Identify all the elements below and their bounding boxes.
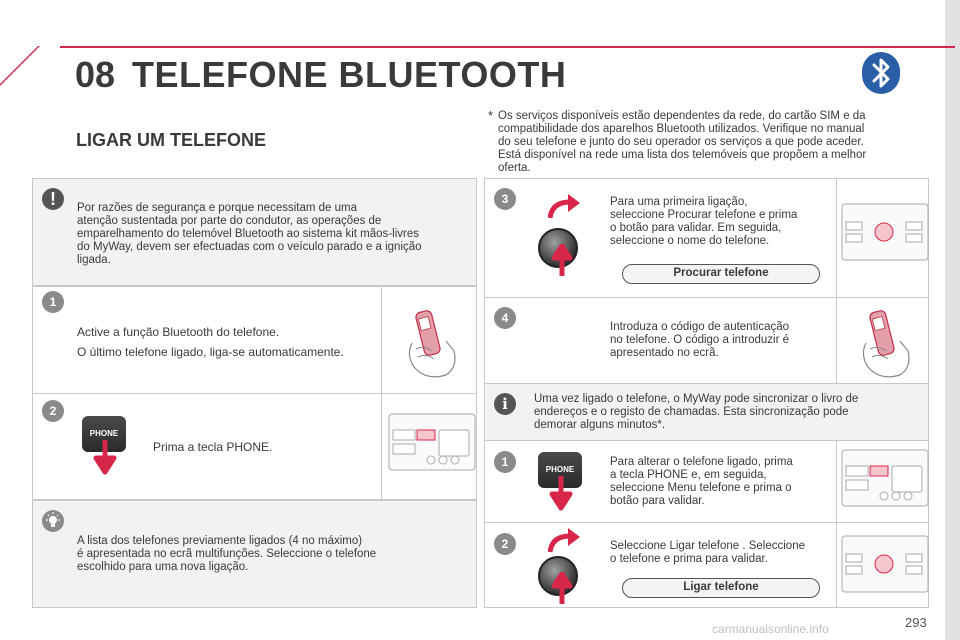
right-sep-3 <box>484 522 929 523</box>
footnote-text: Os serviços disponíveis estão dependentes da rede, do cartão SIM e da compatibilidade dos aparelhos Bluetooth utilizados. Verifique no manual do seu telefone e junto do seu operador os serviços a que pode aceder. Está disponível na rede uma lista dos telemóveis que propõem a melhor oferta. <box>498 110 867 174</box>
radio-unit-icon <box>840 446 932 516</box>
step-b1-text: Para alterar o telefone ligado, prima a tecla PHONE e, em seguida, seleccione Menu telefone e prima o botão para validar. <box>610 456 793 507</box>
page-title: TELEFONE BLUETOOTH <box>132 54 567 95</box>
chapter-number: 08 <box>75 54 116 95</box>
step-b2-badge: 2 <box>494 533 516 555</box>
mobile-phone-icon <box>856 305 916 385</box>
arrow-down-icon <box>548 476 574 512</box>
radio-unit-icon <box>840 532 932 602</box>
left-steps-separator <box>32 393 477 394</box>
header-diagonal <box>0 46 82 90</box>
arrow-up-icon <box>550 244 574 276</box>
curved-arrow-icon <box>548 194 580 220</box>
right-sep-1 <box>484 297 929 298</box>
arrow-up-icon <box>550 572 574 604</box>
warning-icon: ! <box>42 188 64 210</box>
bluetooth-icon <box>862 52 900 94</box>
tip-text: A lista dos telefones previamente ligados (4 no máximo) é apresentada no ecrã multifunções. Seleccione o telefone escolhido para uma nova ligação. <box>77 535 377 573</box>
step-4-badge: 4 <box>494 307 516 329</box>
step-1-text: Active a função Bluetooth do telefone. <box>77 325 280 339</box>
step-4-text: Introduza o código de autenticação no telefone. O código a introduzir é apresentado no ecrã. <box>610 321 790 359</box>
header-rule <box>60 46 955 48</box>
info-icon: i <box>494 393 516 415</box>
arrow-down-icon <box>92 440 118 476</box>
step-2-badge: 2 <box>42 400 64 422</box>
step-1-note: O último telefone ligado, liga-se automaticamente. <box>77 345 344 359</box>
page-edge-bar <box>945 0 960 640</box>
curved-arrow-icon <box>548 528 580 554</box>
page-number: 293 <box>905 615 927 630</box>
watermark: carmanualsonline.info <box>712 622 829 636</box>
procurar-telefone-menu-item: Procurar telefone <box>622 264 820 284</box>
radio-unit-icon <box>840 200 932 270</box>
info-text: Uma vez ligado o telefone, o MyWay pode sincronizar o livro de endereços e o registo de chamadas. Esta sincronização pode demorar alguns minutos*. <box>534 393 859 431</box>
mobile-phone-icon <box>402 305 462 385</box>
step-1-badge: 1 <box>42 291 64 313</box>
section-title: LIGAR UM TELEFONE <box>76 130 266 150</box>
right-divider-top <box>836 178 837 383</box>
step-2-text: Prima a tecla PHONE. <box>153 440 273 454</box>
lightbulb-icon <box>42 510 64 532</box>
step-b1-badge: 1 <box>494 451 516 473</box>
radio-unit-icon <box>387 410 479 480</box>
right-divider-bottom <box>836 441 837 608</box>
footnote-star: * <box>488 108 494 123</box>
step-3-badge: 3 <box>494 188 516 210</box>
warning-text: Por razões de segurança e porque necessitam de uma atenção sustentada por parte do condutor, as operações de emparelhamento do telemóvel Bluetooth ao sistema kit mãos-livres do MyWay, devem ser efectuadas com o veículo parado e a ignição ligada. <box>77 202 422 266</box>
phone-key-button: PHONE <box>82 416 126 452</box>
step-3-text: Para uma primeira ligação, seleccione Procurar telefone e prima o botão para validar. Em seguida, seleccione o nome do telefone. <box>610 196 798 247</box>
step-b2-text: Seleccione Ligar telefone . Seleccione o telefone e prima para validar. <box>610 540 805 565</box>
phone-key-button: PHONE <box>538 452 582 488</box>
ligar-telefone-menu-item: Ligar telefone <box>622 578 820 598</box>
